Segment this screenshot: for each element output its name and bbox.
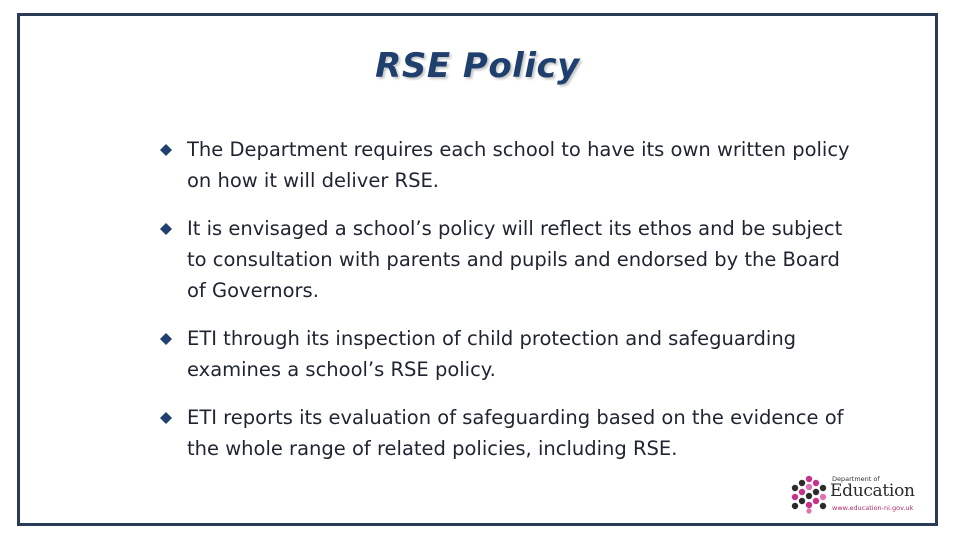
bullet-list [160, 134, 860, 481]
diamond-bullet-icon [160, 333, 172, 345]
slide-title: RSE Policy [375, 46, 580, 86]
logo-url: www.education-ni.gov.uk [832, 504, 914, 512]
bullet-text: The Department requires each school to have its own written policy on how it will deliver RSE. [187, 138, 850, 192]
department-of-education-logo [790, 474, 920, 516]
bullet-item [160, 134, 860, 196]
bullet-text: It is envisaged a school’s policy will reflect its ethos and be subject to consultation with parents and pupils and endorsed by the Board of Governors. [187, 217, 843, 302]
logo-department-label: Department of [832, 475, 880, 483]
slide-frame [17, 13, 938, 526]
bullet-text: ETI through its inspection of child protection and safeguarding examines a school’s RSE policy. [187, 327, 797, 381]
bullet-item [160, 323, 860, 385]
education-dots-logo-icon [790, 474, 828, 514]
diamond-bullet-icon [160, 144, 172, 156]
bullet-item [160, 402, 860, 464]
logo-name: Education [830, 481, 915, 501]
bullet-item [160, 213, 860, 306]
diamond-bullet-icon [160, 223, 172, 235]
bullet-text: ETI reports its evaluation of safeguarding based on the evidence of the whole range of related policies, including RSE. [187, 406, 844, 460]
diamond-bullet-icon [160, 412, 172, 424]
